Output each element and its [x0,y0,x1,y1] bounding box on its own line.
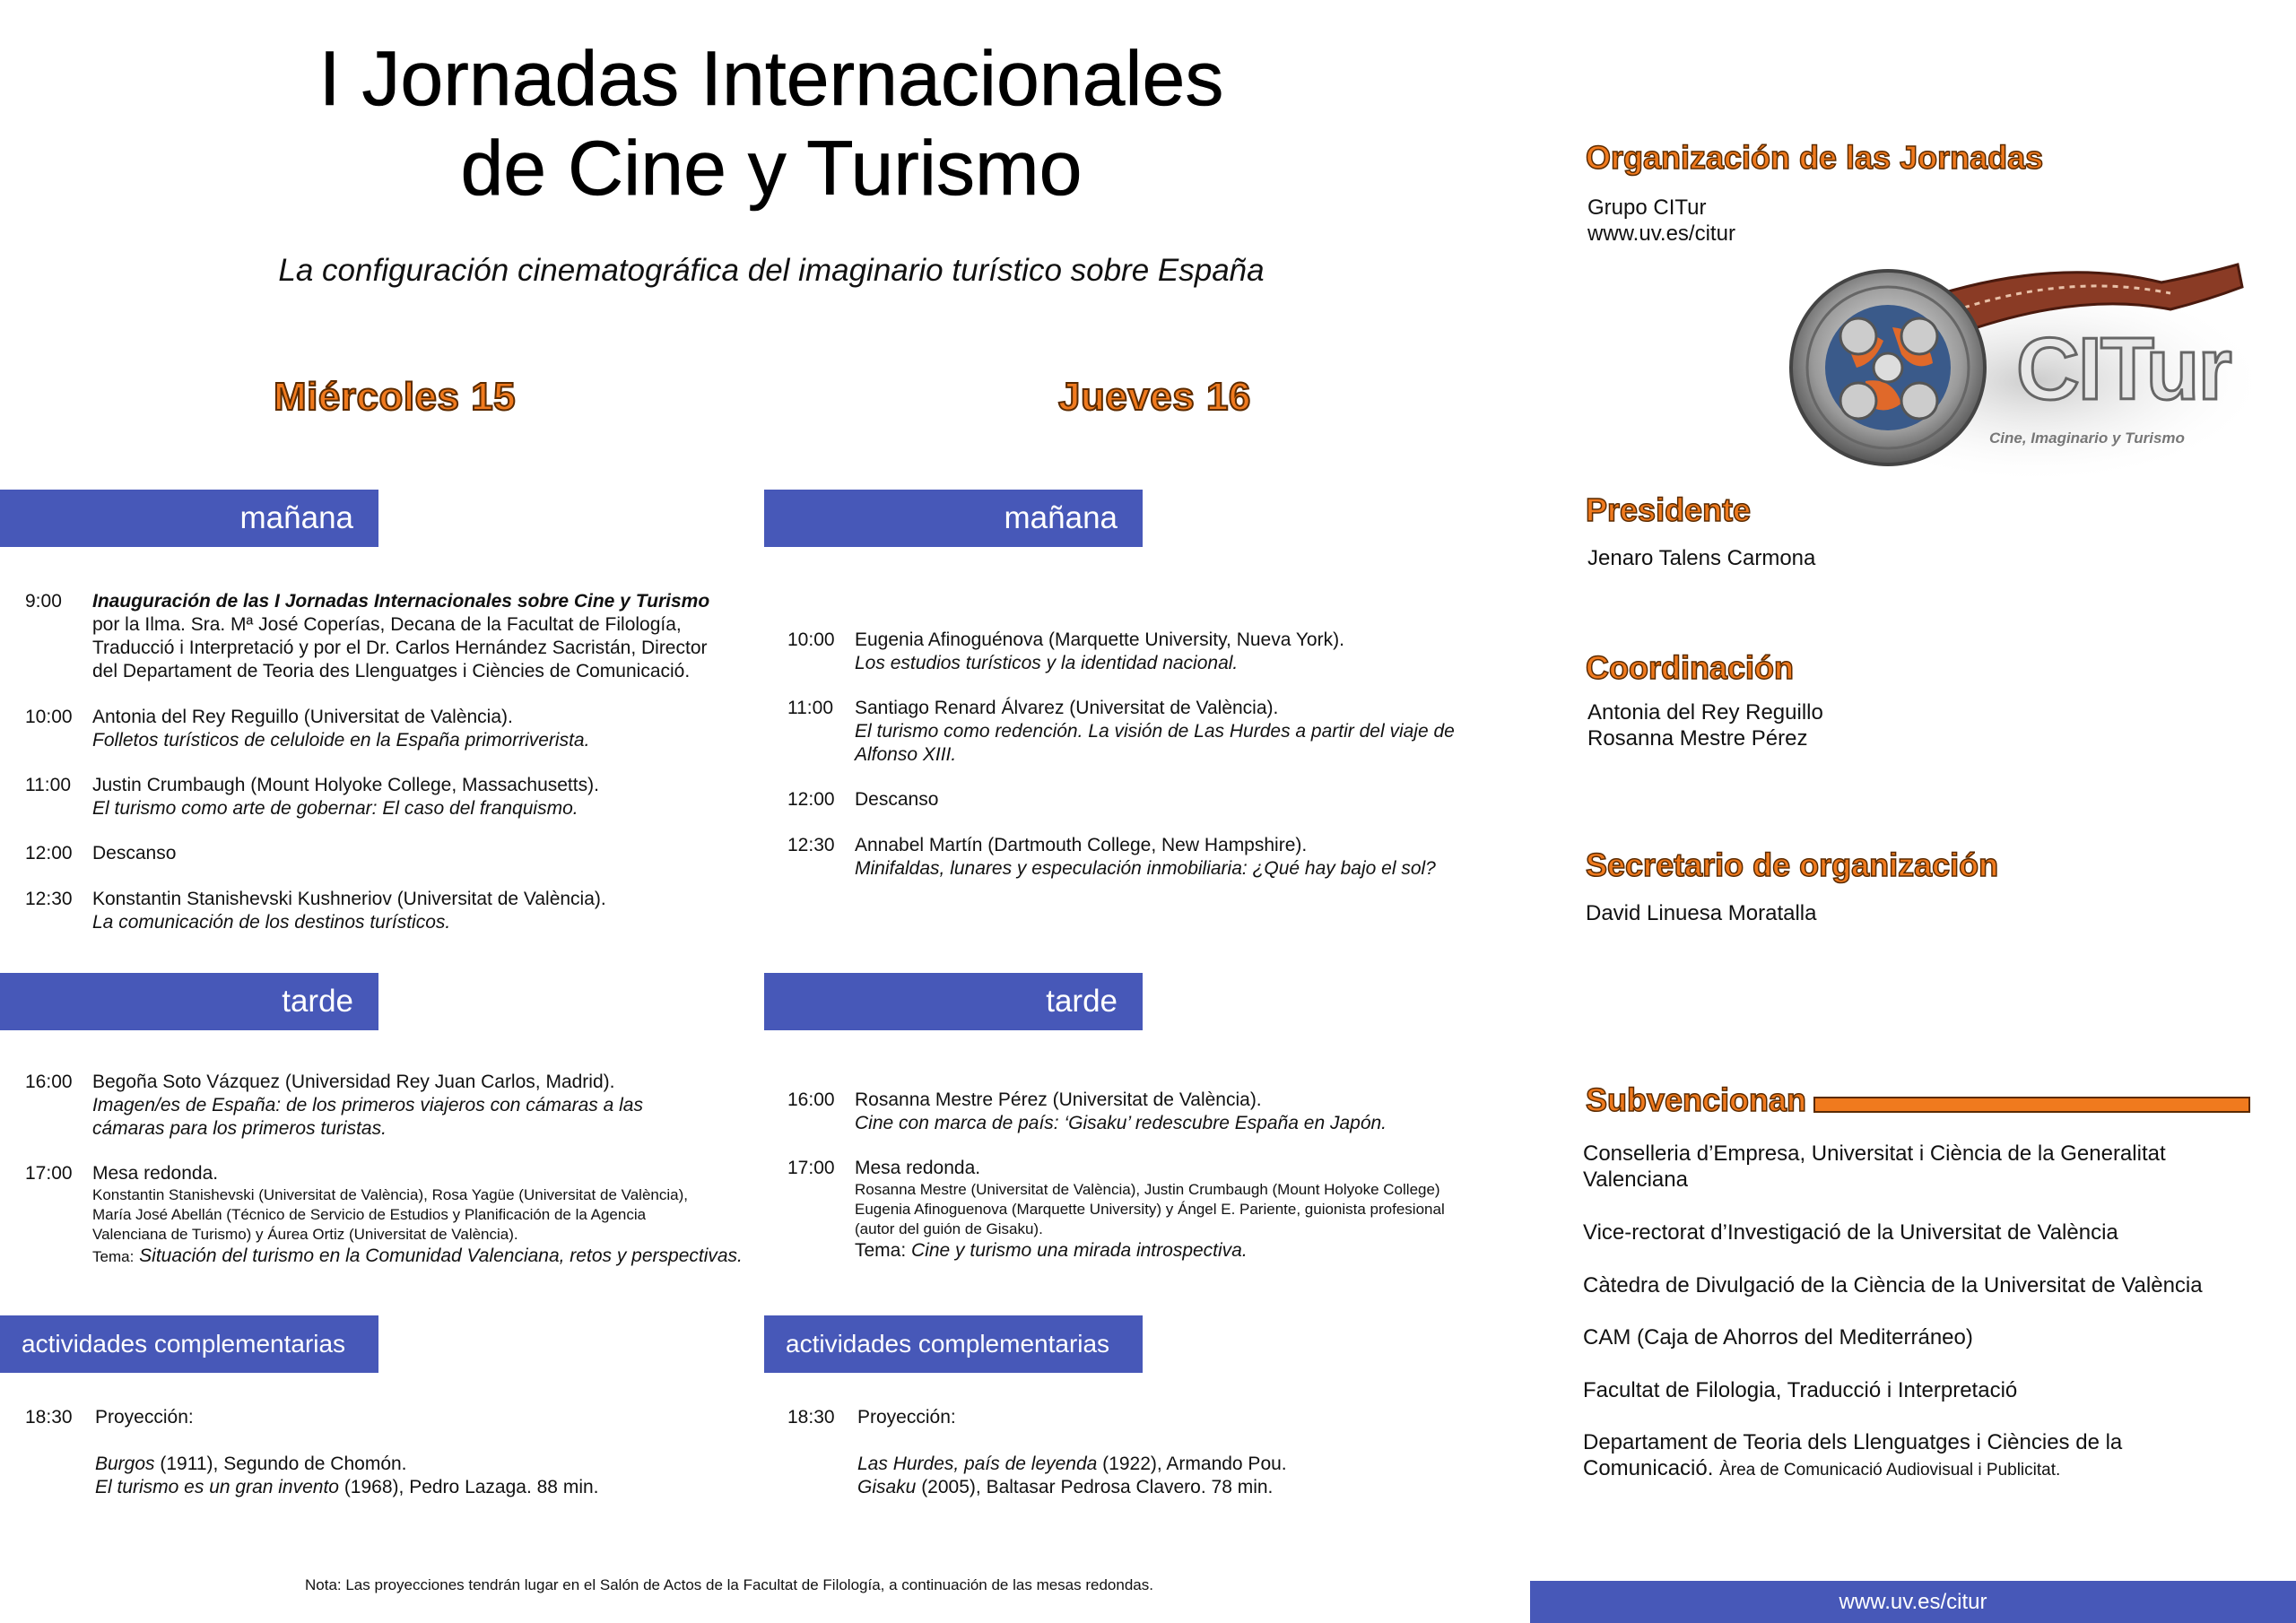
event-title: Begoña Soto Vázquez (Universidad Rey Juan Carlos, Madrid). [92,1072,615,1092]
tema-label: Tema: [855,1240,907,1261]
sponsors-rule [1813,1097,2250,1113]
event-title: Proyección: [857,1407,956,1428]
event-line: María José Abellán (Técnico de Servicio de Estudios y Planificación de la Agencia [92,1206,647,1223]
event-title: Mesa redonda. [855,1158,981,1178]
section-bar-morning-1: mañana [0,490,378,547]
day-heading-thursday: Jueves 16 [1058,375,1251,419]
event-title: Antonia del Rey Reguillo (Universitat de València). [92,707,513,727]
event-line: Rosanna Mestre (Universitat de València), Justin Crumbaugh (Mount Holyoke College) [855,1181,1440,1198]
event-time: 16:00 [25,1072,73,1092]
sponsors-heading: Subvencionan [1586,1081,1807,1118]
film-title: Burgos [95,1454,155,1474]
section-bar-morning-2: mañana [764,490,1143,547]
event-time: 18:30 [787,1407,835,1428]
event-item [25,1071,770,1141]
event-item [25,888,761,934]
section-bar-afternoon-1: tarde [0,973,378,1030]
secretary-heading: Secretario de organización [1586,846,1999,883]
event-item [25,842,761,865]
event-title: Rosanna Mestre Pérez (Universitat de València). [855,1089,1262,1110]
event-item [25,590,761,683]
event-item [787,834,1523,881]
event-time: 9:00 [25,591,62,612]
day-heading-wednesday: Miércoles 15 [274,375,517,419]
coordination-heading: Coordinación [1586,649,1794,686]
film-details: (1968), Pedro Lazaga. 88 min. [338,1477,599,1497]
event-item [787,788,1523,812]
section-bar-extra-1: actividades complementarias [0,1315,378,1373]
sponsor-main: Departament de Teoria dels Llenguatges i Ciències de la Comunicació. [1583,1430,2123,1480]
page-title [161,34,1381,213]
event-item [787,1089,1532,1135]
tema-text: Cine y turismo una mirada introspectiva. [911,1240,1248,1261]
tema-label: Tema: [92,1248,135,1265]
event-subtitle: Cine con marca de país: ‘Gisaku’ redescubre España en Japón. [855,1113,1387,1133]
event-subtitle: Alfonso XIII. [855,744,957,765]
coordinator-1: Antonia del Rey Reguillo [1587,700,1823,725]
org-name: Grupo CITur [1587,195,1707,220]
section-bar-afternoon-2: tarde [764,973,1143,1030]
sponsor-item [1583,1429,2229,1483]
event-item [25,1162,770,1268]
event-time: 11:00 [25,775,71,795]
event-title: Annabel Martín (Dartmouth College, New Hampshire). [855,835,1308,855]
event-title: Mesa redonda. [92,1163,219,1184]
sponsor-detail: Àrea de Comunicació Audiovisual i Publicitat. [1719,1461,2061,1480]
event-line: Traducció i Interpretació y por el Dr. Carlos Hernández Sacristán, Director [92,638,708,658]
event-title: Konstantin Stanishevski Kushneriov (Universitat de València). [92,889,606,909]
event-title: Descanso [92,843,177,864]
event-time: 12:00 [25,843,73,864]
logo-text: CITur [2016,319,2231,418]
sponsor-item: Conselleria d’Empresa, Universitat i Ciència de la Generalitat Valenciana [1583,1141,2166,1192]
event-time: 10:00 [787,629,835,650]
event-subtitle: Imagen/es de España: de los primeros viajeros con cámaras a las [92,1095,643,1115]
secretary-name: David Linuesa Moratalla [1586,901,1817,925]
event-time: 16:00 [787,1089,835,1110]
event-item [787,1157,1532,1263]
film-item [857,1453,1523,1476]
event-title: Proyección: [95,1407,194,1428]
event-time: 11:00 [787,698,833,718]
event-item [25,774,761,820]
logo-tagline: Cine, Imaginario y Turismo [1989,430,2185,447]
citur-logo [1785,247,2251,489]
film-item [857,1476,1523,1499]
sponsor-item: CAM (Caja de Ahorros del Mediterráneo) [1583,1325,1973,1350]
event-item [787,697,1523,767]
event-subtitle: El turismo como redención. La visión de Las Hurdes a partir del viaje de [855,721,1455,742]
event-subtitle: Folletos turísticos de celuloide en la España primorriverista. [92,730,590,751]
president-heading: Presidente [1586,491,1752,528]
event-item [787,1406,1523,1499]
event-time: 12:30 [25,889,73,909]
event-subtitle: cámaras para los primeros turistas. [92,1118,387,1139]
film-item [95,1453,761,1476]
event-line: (autor del guión de Gisaku). [855,1220,1043,1237]
event-subtitle: El turismo como arte de gobernar: El caso del franquismo. [92,798,578,819]
film-item [95,1476,761,1499]
event-time: 12:30 [787,835,835,855]
title-line-2: de Cine y Turismo [460,126,1083,212]
tema-text: Situación del turismo en la Comunidad Valenciana, retos y perspectivas. [139,1245,743,1266]
event-time: 10:00 [25,707,73,727]
event-item [787,629,1523,675]
title-line-1: I Jornadas Internacionales [318,36,1224,122]
film-details: (2005), Baltasar Pedrosa Clavero. 78 min. [916,1477,1274,1497]
org-heading: Organización de las Jornadas [1586,139,2044,176]
event-time: 18:30 [25,1407,73,1428]
film-details: (1911), Segundo de Chomón. [154,1454,407,1474]
film-title: Las Hurdes, país de leyenda [857,1454,1098,1474]
org-url[interactable]: www.uv.es/citur [1587,221,1735,246]
film-title: El turismo es un gran invento [95,1477,339,1497]
subtitle: La configuración cinematográfica del imaginario turístico sobre España [278,253,1265,288]
sponsor-item: Facultat de Filologia, Traducció i Interpretació [1583,1378,2018,1402]
event-title: Inauguración de las I Jornadas Internacionales sobre Cine y Turismo [92,591,710,612]
event-title: Santiago Renard Álvarez (Universitat de València). [855,698,1279,718]
sponsor-item: Càtedra de Divulgació de la Ciència de la Universitat de València [1583,1273,2203,1298]
event-title: Eugenia Afinoguénova (Marquette University, Nueva York). [855,629,1344,650]
event-time: 12:00 [787,789,835,810]
event-time: 17:00 [787,1158,835,1178]
event-title: Descanso [855,789,939,810]
footer-url-bar [1530,1581,2296,1623]
event-subtitle: Los estudios turísticos y la identidad nacional. [855,653,1239,673]
event-subtitle: La comunicación de los destinos turísticos. [92,912,451,933]
event-title: Justin Crumbaugh (Mount Holyoke College, Massachusetts). [92,775,599,795]
event-item [25,1406,761,1499]
event-line: Valenciana de Turismo) y Áurea Ortiz (Universitat de València). [92,1226,518,1243]
coordinator-2: Rosanna Mestre Pérez [1587,726,1808,751]
president-name: Jenaro Talens Carmona [1587,546,1816,570]
event-line: Konstantin Stanishevski (Universitat de València), Rosa Yagüe (Universitat de València), [92,1186,688,1203]
event-line: Eugenia Afinoguenova (Marquette University) y Ángel E. Pariente, guionista profesional [855,1201,1445,1218]
sponsor-item: Vice-rectorat d’Investigació de la Universitat de València [1583,1220,2118,1245]
event-line: por la Ilma. Sra. Mª José Coperías, Decana de la Facultat de Filología, [92,614,682,635]
event-time: 17:00 [25,1163,73,1184]
event-subtitle: Minifaldas, lunares y especulación inmobiliaria: ¿Qué hay bajo el sol? [855,858,1436,879]
event-item [25,706,761,752]
section-bar-extra-2: actividades complementarias [764,1315,1143,1373]
footer-url[interactable]: www.uv.es/citur [1839,1590,1987,1614]
film-title: Gisaku [857,1477,917,1497]
footer-note: Nota: Las proyecciones tendrán lugar en el Salón de Actos de la Facultat de Filología, a continuación de las mesas redondas. [305,1576,1153,1593]
film-details: (1922), Armando Pou. [1097,1454,1287,1474]
event-line: del Departament de Teoria des Llenguatges i Ciències de Comunicació. [92,661,691,681]
